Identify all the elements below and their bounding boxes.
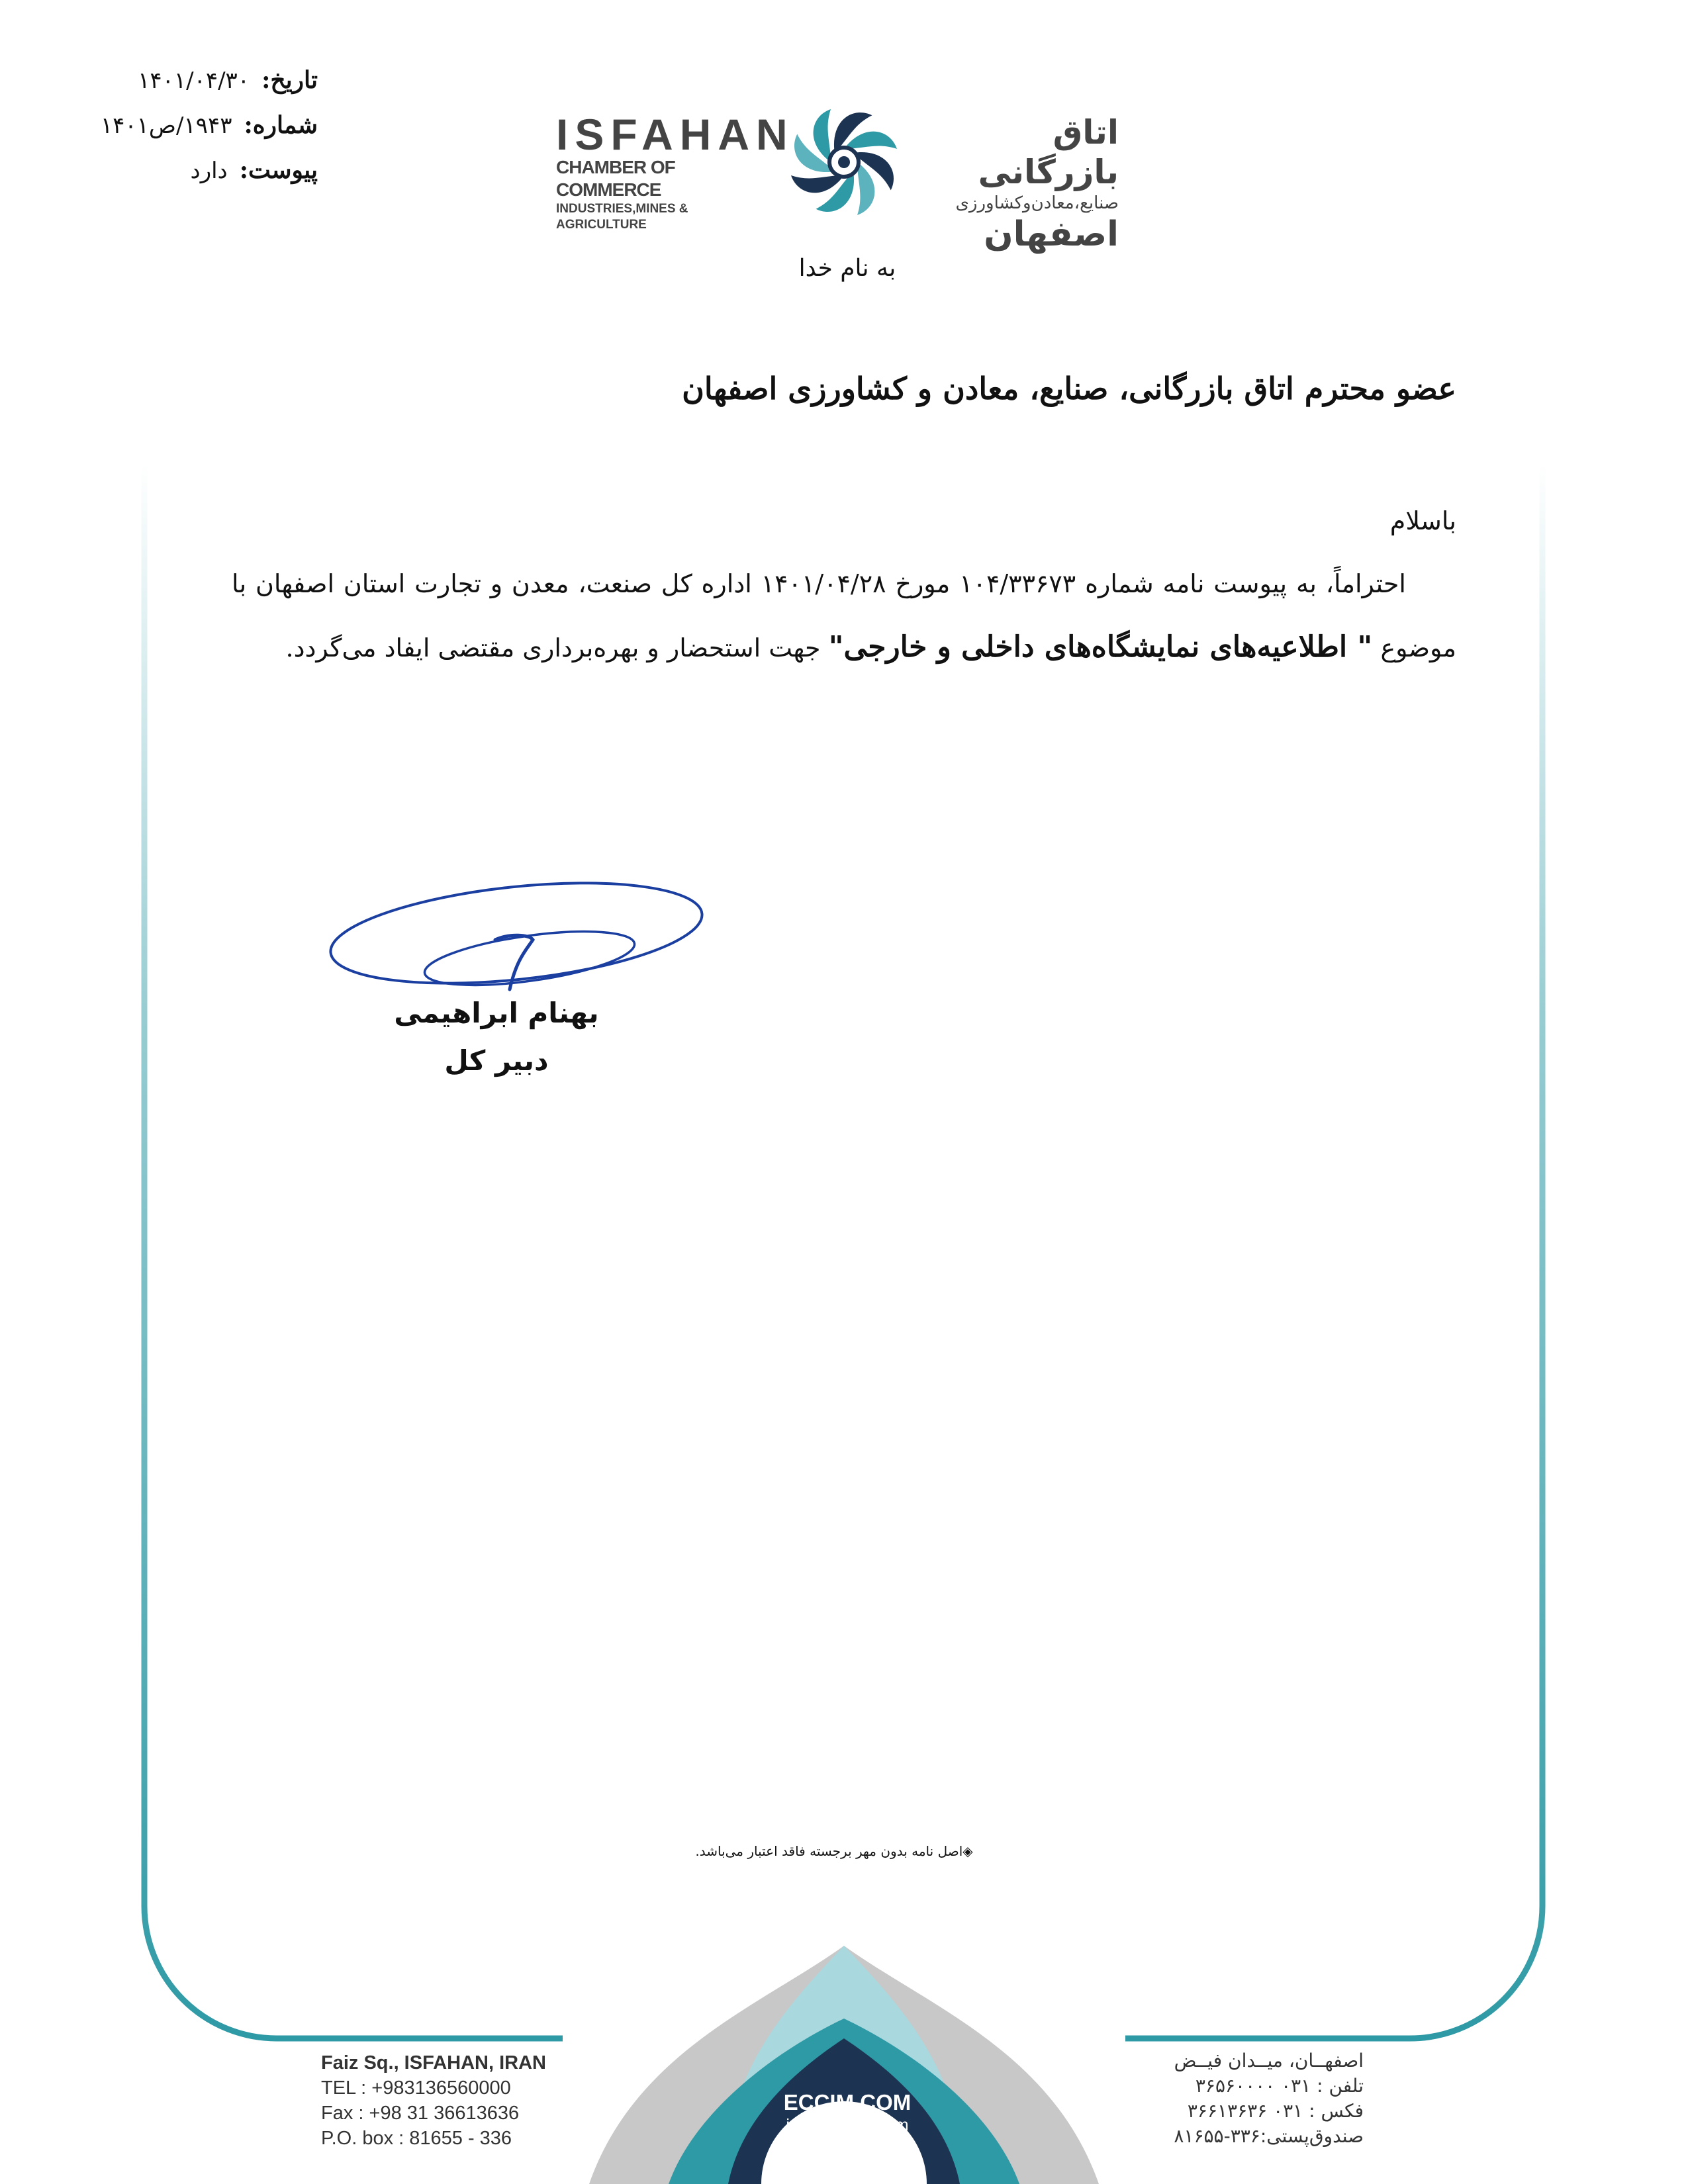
letter-meta (79, 66, 318, 201)
footer-en-pobox: P.O. box : 81655 - 336 (321, 2128, 512, 2149)
signatory-name: بهنام ابراهیمی (394, 997, 599, 1029)
body-paragraph (232, 553, 1456, 680)
footer-en-fax: Fax : +98 31 36613636 (321, 2103, 520, 2124)
logo-fa-city: اصفهان (984, 214, 1119, 254)
logo-en-small: INDUSTRIES,MINES & AGRICULTURE (556, 202, 688, 232)
attachment-value: دارد (190, 158, 228, 184)
footer-website[interactable]: ECCIM.COM (783, 2090, 912, 2115)
footer-emblem (563, 1939, 1125, 2184)
signatory-title: دبیر کل (444, 1044, 549, 1077)
footer-en-tel: TEL : +983136560000 (321, 2077, 511, 2099)
addressee-line: عضو محترم اتاق بازرگانی، صنایع، معادن و کشاورزی اصفهان (682, 371, 1456, 406)
chamber-logo (556, 93, 1125, 254)
logo-emblem-icon (778, 96, 910, 228)
footer-web-info (748, 2090, 947, 2135)
attachment-label: پیوست: (239, 156, 318, 184)
logo-en-title: ISFAHAN (556, 110, 794, 159)
letter-body (232, 490, 1456, 680)
basmala: به نام خدا (798, 255, 896, 282)
meta-date (79, 66, 318, 111)
logo-fa-title: اتاق بازرگانی (978, 113, 1119, 191)
paragraph-subject: " اطلاعیه‌های نمایشگاه‌های داخلی و خارجی" (828, 630, 1373, 664)
number-label: شماره: (244, 111, 318, 139)
paragraph-end: جهت استحضار و بهره‌برداری مقتضی ایفاد می‌گردد. (285, 633, 829, 662)
footer-en-address: Faiz Sq., ISFAHAN, IRAN (321, 2052, 546, 2073)
logo-english-text (556, 110, 794, 233)
date-value: ۱۴۰۱/۰۴/۳۰ (138, 68, 250, 94)
number-value: ۱۹۴۳/ص۱۴۰۱ (100, 113, 232, 139)
meta-attachment (79, 156, 318, 201)
footer-contact-persian (1112, 2048, 1364, 2149)
footer-fa-pobox: صندوق‌پستی:۳۳۶-۸۱۶۵۵ (1174, 2125, 1364, 2147)
validity-notice: ◈اصل نامه بدون مهر برجسته فاقد اعتبار می‌باشد. (695, 1843, 973, 1859)
footer-fa-fax: فکس : ۰۳۱ ۳۶۶۱۳۶۳۶ (1187, 2100, 1364, 2122)
paragraph-start: احتراماً، به پیوست نامه شماره ۱۰۴/۳۳۶۷۳ مورخ ۱۴۰۱/۰۴/۲۸ اداره کل صنعت، معدن و تجارت استان اصفهان با موضوع (232, 569, 1456, 662)
greeting: باسلام (1389, 506, 1456, 535)
logo-persian-text (914, 113, 1119, 254)
footer-fa-address: اصفهــان، میــدان فیــض (1174, 2050, 1364, 2071)
logo-en-subtitle: CHAMBER OF COMMERCE (556, 157, 675, 200)
logo-fa-subtitle: صنایع،معادن‌وکشاورزی (955, 193, 1119, 213)
date-label: تاریخ: (261, 66, 318, 94)
meta-number (79, 111, 318, 156)
signatory (371, 989, 622, 1085)
footer-contact-english (321, 2050, 586, 2151)
footer-fa-tel: تلفن : ۰۳۱ ۳۶۵۶۰۰۰۰ (1195, 2075, 1364, 2097)
footer-email[interactable]: info@eccim.com (786, 2116, 909, 2134)
